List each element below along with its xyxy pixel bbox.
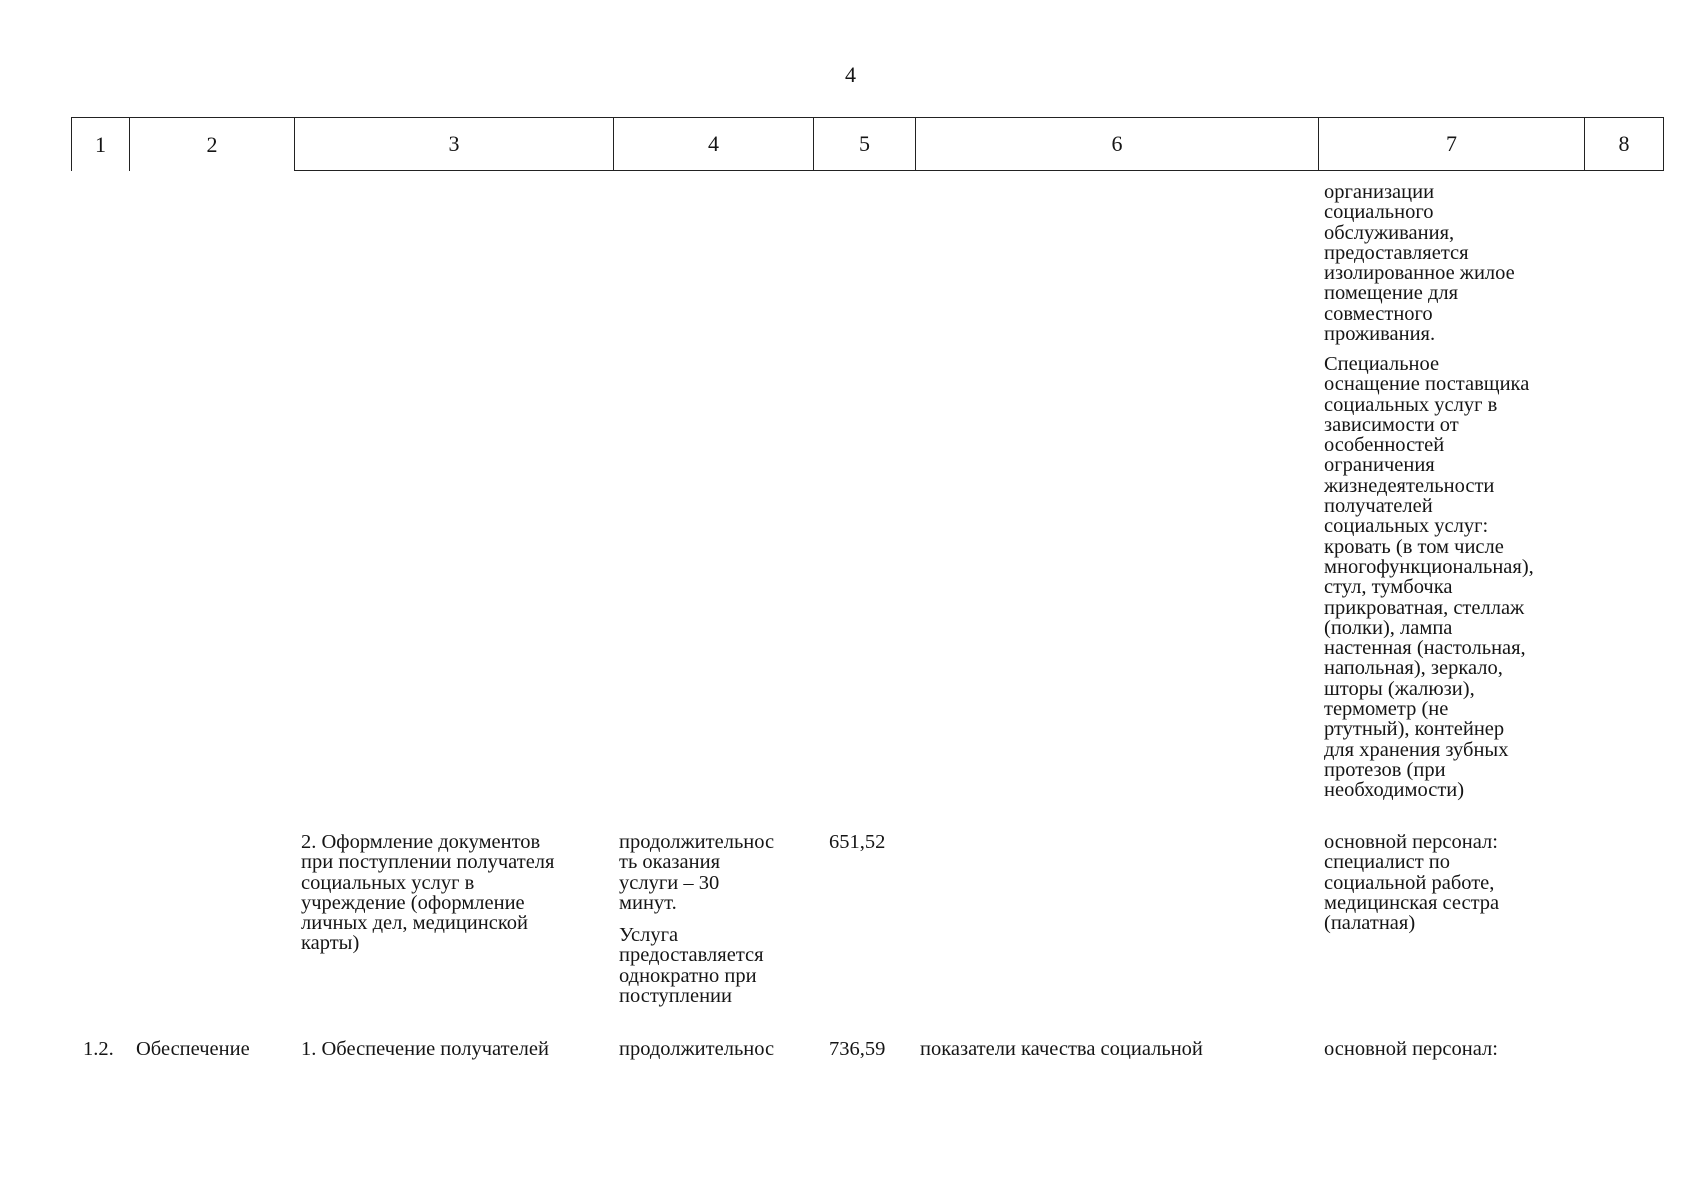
- header-cell-8: 8: [1584, 117, 1664, 171]
- header-cell-2: 2: [129, 117, 294, 171]
- row2-col5-price: 651,52: [829, 831, 886, 853]
- row2-col4-duration: продолжительнос ть оказания услуги – 30 минут.: [619, 831, 775, 914]
- row1-2-col1-number: 1.2.: [83, 1038, 114, 1060]
- table-header-row: [0, 117, 1701, 171]
- col7-continuation-paragraph-1: организации социального обслуживания, предоставляется изолированное жилое помещение для совместного проживания.: [1324, 181, 1515, 346]
- row1-2-col6-quality: показатели качества социальной: [920, 1038, 1203, 1060]
- header-cell-4: 4: [613, 117, 813, 171]
- row1-2-col2-service-group: Обеспечение: [136, 1038, 250, 1060]
- row1-2-col4-duration: продолжительнос: [619, 1038, 775, 1060]
- row2-col3-service-name: 2. Оформление документов при поступлении получателя социальных услуг в учреждение (оформление личных дел, медицинской карты): [301, 831, 555, 955]
- header-cell-7: 7: [1318, 117, 1584, 171]
- header-cell-5: 5: [813, 117, 915, 171]
- header-cell-6: 6: [915, 117, 1318, 171]
- header-cell-3: 3: [294, 117, 613, 171]
- col7-continuation-paragraph-2: Специальное оснащение поставщика социальных услуг в зависимости от особенностей ограничения жизнедеятельности получателей социальных услуг: кровать (в том числе многофункциональная), стул, тумбочка прикроватная, стеллаж (полки), лампа настенная (настольная, напольная), зеркало, шторы (жалюзи), термометр (не ртутный), контейнер для хранения зубных протезов (при необходимости): [1324, 353, 1534, 802]
- row1-2-col3-service-name: 1. Обеспечение получателей: [301, 1038, 549, 1060]
- row2-col4-frequency: Услуга предоставляется однократно при поступлении: [619, 924, 764, 1007]
- row2-col7-personnel: основной персонал: специалист по социальной работе, медицинская сестра (палатная): [1324, 831, 1500, 935]
- header-cell-1: 1: [71, 117, 129, 171]
- row1-2-col7-personnel: основной персонал:: [1324, 1038, 1498, 1060]
- page-number: 4: [845, 62, 856, 87]
- row1-2-col5-price: 736,59: [829, 1038, 886, 1060]
